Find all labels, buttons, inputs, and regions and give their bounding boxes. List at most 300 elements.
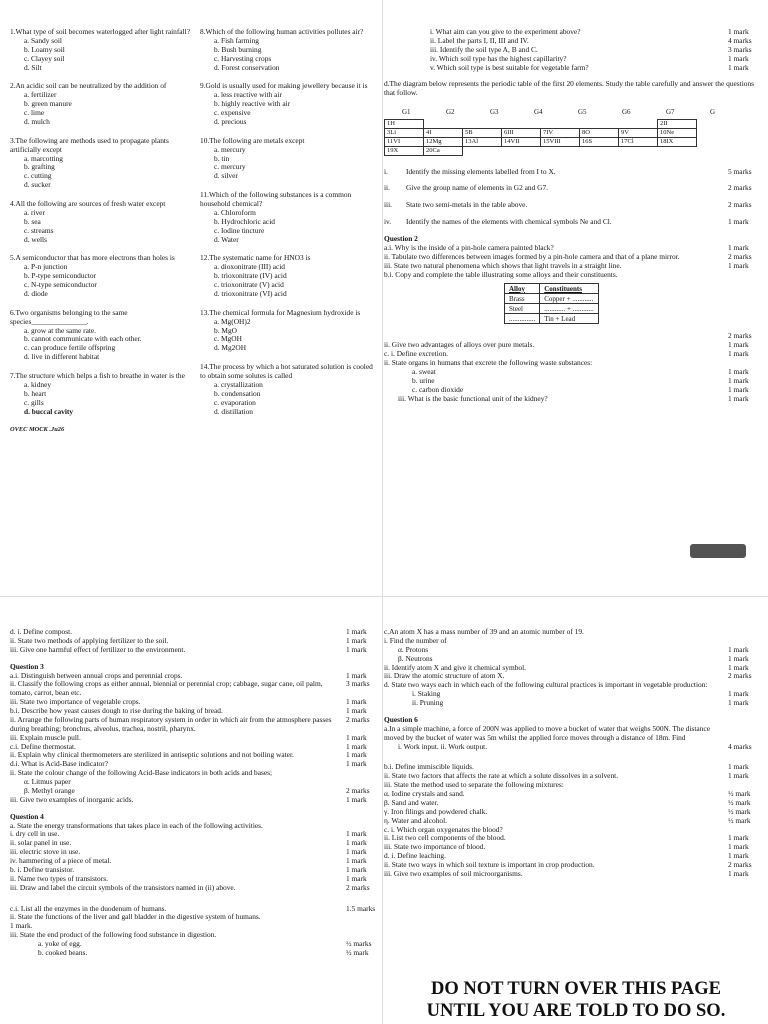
question-text: a. sweat (412, 366, 436, 376)
mark-allocation: 1 mark (346, 644, 367, 654)
answer-option: c. MgOH (214, 334, 242, 344)
question-stem: 14.The process by which a hot saturated solution is cooled to obtain some solutes is called (200, 362, 373, 380)
group-label: G6 (622, 108, 631, 117)
periodic-table-intro: d.The diagram below represents the periodic table of the first 20 elements. Study the table carefully and answer the questions that follow. (384, 79, 755, 98)
element-cell (619, 146, 658, 155)
answer-options (10, 381, 190, 417)
question-item (200, 309, 380, 353)
question-stem: 7.The structure which helps a fish to breathe in water is the (10, 371, 185, 380)
question-text: v. Which soil type is best suitable for vegetable farm? (430, 62, 589, 72)
question-stem: 1.What type of soil becomes waterlogged after light rainfall? (10, 28, 190, 36)
question-text: iii. Give one harmful effect of fertilizer to the environment. (10, 644, 186, 654)
question-line (10, 796, 380, 805)
mark-allocation: 1 mark (346, 838, 367, 848)
theory-panel-bottom-right (384, 628, 762, 1024)
question-item (200, 254, 380, 298)
question-text: iii. Draw and label the circuit symbols of the transistors named in (ii) above. (10, 882, 236, 892)
periodic-row (385, 137, 697, 146)
question-text: i. Work input. ii. Work output. (398, 741, 488, 751)
element-cell: 5B (463, 128, 502, 137)
question-heading: Question 6 (384, 714, 418, 724)
element-cell (541, 146, 580, 155)
mark-allocation: 2 marks (728, 860, 752, 869)
element-cell (502, 146, 541, 155)
question-text: β. Neutrons (398, 653, 433, 663)
answer-option: b. condensation (214, 388, 261, 398)
question-line (384, 395, 762, 404)
question-text: ii. Tabulate two differences between images formed by a pin-hole camera and that of a plane mirror. (384, 251, 680, 261)
question-text: iii. State the end product of the following food substance in digestion. (10, 930, 217, 940)
answer-option: c. gills (24, 397, 44, 407)
question-text: c. i. Which organ oxygenates the blood? (384, 824, 503, 834)
element-cell: 10Ne (658, 128, 697, 137)
question-text: ii. Pruning (412, 698, 444, 707)
answer-option: c. can produce fertile offspring (24, 343, 116, 353)
mark-allocation: 1 mark (728, 762, 749, 772)
element-cell: 12Mg (424, 137, 463, 146)
question-text: b. urine (412, 375, 435, 385)
question-item (200, 363, 380, 416)
question-text: γ. Iron filings and powdered chalk. (384, 806, 488, 816)
element-cell: 1H (385, 119, 424, 128)
group-label: G3 (490, 108, 499, 117)
answer-option: a. fertilizer (24, 90, 57, 100)
mark-allocation: 1 mark (728, 851, 749, 861)
element-cell (502, 119, 541, 128)
alloy-mark: 2 marks (728, 331, 752, 341)
question-text: State two semi-metals in the table above. (406, 200, 528, 210)
question-line (384, 743, 762, 752)
theory-panel-bottom-left (10, 628, 380, 1024)
alloy-name-cell: ............... (505, 314, 540, 324)
element-cell: 20Ca (424, 146, 463, 155)
mark-allocation: 1 mark (728, 771, 749, 781)
question-text: ii. Give two advantages of alloys over pure metals. (384, 340, 535, 350)
theory-panel-top-right (384, 28, 762, 568)
question-line (10, 913, 380, 922)
question-text: a. yoke of egg. (38, 939, 82, 948)
notice-line-1: DO NOT TURN OVER THIS PAGE (430, 979, 722, 999)
alloy-name-cell: Brass (505, 294, 540, 304)
answer-option: b. Bush burning (214, 44, 262, 54)
mark-allocation: 1 mark (728, 53, 749, 63)
question-text: ii. State organs in humans that excrete the following waste substances: (384, 358, 593, 368)
question-text: ii. State the colour change of the following Acid-Base indicators in both acids and bases; (10, 768, 273, 778)
answer-option: c. cutting (24, 171, 52, 181)
question-stem: 10.The following are metals except (200, 135, 305, 145)
mark-allocation: 1 mark (728, 384, 749, 394)
periodic-questions (384, 168, 762, 228)
question-text: Identify the names of the elements with chemical symbols Ne and Cl. (406, 217, 612, 227)
alloy-header: Alloy (505, 284, 540, 294)
question-text: b.i. Define immiscible liquids. (384, 762, 474, 772)
answer-option: b. sea (24, 216, 41, 226)
answer-option: b. heart (24, 388, 47, 398)
question-text: ii. State the functions of the liver and gall bladder in the digestive system of humans. (10, 912, 261, 922)
question-text: b. i. Define transistor. (10, 864, 75, 874)
periodic-question (384, 201, 762, 210)
element-cell (541, 119, 580, 128)
mark-allocation: 1 mark (728, 393, 749, 403)
mark-allocation: 1 mark (728, 62, 749, 72)
answer-options (10, 263, 190, 299)
answer-option: d. silver (214, 171, 238, 181)
question-item (200, 82, 380, 126)
mark-allocation: 1 mark (728, 349, 749, 359)
question-text: iii. State two importance of vegetable crops. (10, 697, 141, 707)
question-text: ii. Identify atom X and give it chemical symbol. (384, 662, 527, 672)
element-cell: 6III (502, 128, 541, 137)
answer-option: d. Silt (24, 62, 42, 72)
mark-allocation: 2 marks (346, 882, 370, 892)
question-text: i. dry cell in use. (10, 829, 60, 839)
question-text: ii. List two cell components of the blood. (384, 833, 506, 843)
element-cell: 11VI (385, 137, 424, 146)
scan-smudge (690, 544, 746, 558)
question-stem: 5.A semiconductor that has more electrons than holes is (10, 253, 175, 263)
question-text: b.i. Describe how yeast causes dough to rise during the baking of bread. (10, 706, 223, 715)
question-2-items (384, 244, 762, 271)
answer-option: a. marcotting (24, 153, 63, 163)
question-item (10, 82, 190, 126)
answer-options (200, 209, 380, 245)
alloy-table (504, 283, 599, 324)
mark-allocation: 1 mark (728, 653, 749, 663)
element-cell: 14VII (502, 137, 541, 146)
question-stem: 2.An acidic soil can be neutralized by the addition of (10, 81, 167, 91)
answer-options (10, 209, 190, 245)
answer-options (10, 327, 190, 363)
question-line (384, 725, 762, 743)
mark-allocation: 1 mark (346, 829, 367, 839)
question-text: α. Protons (398, 644, 429, 654)
question-stem: 12.The systematic name for HNO3 is (200, 253, 311, 263)
question-number: i. (384, 166, 388, 176)
question-item (10, 254, 190, 298)
answer-option: d. wells (24, 234, 47, 244)
periodic-table (384, 108, 762, 155)
group-label: G4 (534, 108, 543, 117)
question-line (10, 716, 380, 734)
answer-options (10, 37, 190, 73)
answer-options (10, 155, 190, 191)
excretion-questions (384, 341, 762, 403)
question-line (384, 637, 762, 646)
answer-option: a. grow at the same rate. (24, 325, 97, 335)
do-not-turn-over-notice (390, 978, 762, 1022)
question-text: a.i. Distinguish between annual crops and perennial crops. (10, 670, 183, 680)
question-text: i. What aim can you give to the experiment above? (430, 28, 581, 36)
alloy-row (505, 304, 599, 314)
question-text: ii. State two methods of applying fertilizer to the soil. (10, 635, 169, 645)
mark-allocation: 1 mark (346, 847, 367, 857)
question-heading: Question 4 (10, 811, 44, 821)
answer-option: d. sucker (24, 180, 51, 190)
element-cell: 17Cl (619, 137, 658, 146)
exam-code: OVEC MOCK .Ju26 (10, 426, 65, 434)
answer-option: d. distillation (214, 406, 254, 416)
question-item (10, 372, 190, 416)
answer-option: d. Water (214, 234, 239, 244)
question-line (384, 790, 762, 799)
periodic-question-body (384, 201, 728, 210)
mark-allocation: 2 marks (728, 183, 752, 193)
element-cell: 15VIII (541, 137, 580, 146)
alloy-row (505, 314, 599, 324)
question-item (10, 309, 190, 362)
mark-allocation: ½ mark (728, 797, 751, 807)
question-text: ii. Arrange the following parts of human respiratory system in order in which air from the atmosphere passes during breathing; bronchus, alveolus, trachea, nostril, pharynx. (10, 714, 332, 733)
question-text: c.An atom X has a mass number of 39 and an atomic number of 19. (384, 628, 584, 636)
answer-option: c. lime (24, 108, 45, 117)
question-text: ii. Label the parts I, II, III and IV. (430, 35, 529, 45)
mark-allocation: 1 mark (728, 340, 749, 350)
constituents-cell: Tin + Lead (540, 314, 598, 324)
alloy-table-intro: b.i. Copy and complete the table illustrating some alloys and their constituents. (384, 269, 618, 279)
experiment-questions (384, 28, 762, 72)
question-text: ii. Classify the following crops as either annual, biennial or perennial crop; cabbage, sugar cane, oil palm, tomato, carrot, bean etc. (10, 679, 323, 698)
mark-allocation: 1 mark (728, 644, 749, 654)
element-cell (463, 146, 502, 155)
mark-allocation: 1 mark (346, 706, 367, 715)
mark-allocation: 1 mark (728, 868, 749, 878)
mark-allocation: 1 mark (728, 260, 749, 270)
question-item (10, 137, 190, 190)
mark-allocation: 1 mark (728, 689, 749, 699)
periodic-question (384, 184, 762, 193)
question-item (10, 28, 190, 72)
answer-option: d. diode (24, 288, 48, 298)
group-label: G (710, 108, 716, 117)
mark-allocation: 4 marks (728, 35, 752, 45)
question-item (200, 28, 380, 72)
answer-option: a. less reactive with air (214, 90, 282, 100)
answer-option: b. P-type semiconductor (24, 271, 97, 281)
mark-allocation: 1 mark (346, 794, 367, 804)
question-number: iii. (384, 200, 393, 210)
answer-options (200, 381, 380, 417)
answer-option: b. tin (214, 153, 230, 163)
question-text: c. i. Define excretion. (384, 349, 449, 359)
mark-allocation: 1 mark (346, 873, 367, 883)
question-text: 1 mark. (10, 921, 33, 931)
answer-option: a. dioxonitrate (III) acid (214, 262, 285, 272)
question-text: iii. State two natural phenomena which shows that light travels in a straight line. (384, 260, 622, 270)
question-line (430, 64, 762, 73)
element-cell (463, 119, 502, 128)
answer-option: d. buccal cavity (24, 406, 74, 416)
question-line (384, 681, 762, 690)
question-stem: 8.Which of the following human activities pollutes air? (200, 28, 364, 36)
objective-column-1 (10, 28, 190, 434)
periodic-row (385, 128, 697, 137)
mark-allocation: 1 mark (728, 842, 749, 852)
element-cell: 7IV (541, 128, 580, 137)
periodic-question-body (384, 184, 728, 193)
mark-allocation: 1 mark (728, 242, 749, 252)
element-cell: 2II (658, 119, 697, 128)
answer-option: a. river (24, 207, 45, 217)
question-text: ii. Explain why clinical thermometers are sterilized in antiseptic solutions and not boiling water. (10, 750, 294, 760)
periodic-row (385, 119, 697, 128)
question-text: iv. hammering of a piece of metal. (10, 856, 112, 865)
element-cell (658, 146, 697, 155)
answer-option: c. mercury (214, 162, 246, 172)
mark-allocation: 1 mark (346, 732, 367, 742)
question-text: d. State two ways each in which each of the following cultural practices is important in vegetable production: (384, 680, 708, 690)
question-text: ii. solar panel in use. (10, 838, 72, 848)
answer-option: b. Loamy soil (24, 44, 65, 54)
mark-allocation: 1 mark (346, 750, 367, 760)
mark-allocation: ½ mark (346, 947, 369, 957)
question-text: iii. What is the basic functional unit of the kidney? (398, 393, 548, 403)
element-cell: 9V (619, 128, 658, 137)
periodic-question-body (384, 168, 728, 177)
question-item (10, 200, 190, 244)
question-text: iii. Identify the soil type A, B and C. (430, 44, 538, 54)
answer-option: d. mulch (24, 116, 50, 126)
group-label: G1 (402, 108, 411, 117)
question-item (200, 137, 380, 181)
question-text: iii. Give two examples of inorganic acids. (10, 794, 134, 804)
mark-allocation: 3 marks (346, 679, 370, 689)
answer-option: c. N-type semiconductor (24, 280, 97, 289)
question-line (384, 359, 762, 368)
mark-allocation: 2 marks (346, 714, 370, 724)
notice-line-2: UNTIL YOU ARE TOLD TO DO SO. (426, 1001, 726, 1022)
answer-option: b. Hydrochloric acid (214, 216, 275, 226)
question-stem: 6.Two organisms belonging to the same species_______________. (10, 307, 128, 326)
question-text: a.In a simple machine, a force of 200N was applied to move a bucket of water that weighs 500N. The distance moved by the bucket of water was 5m whilst the applied force moves through a distance of 18m. Find (384, 723, 710, 742)
question-stem: 13.The chemical formula for Magnesium hydroxide is (200, 307, 361, 317)
mark-allocation: 1 mark (346, 741, 367, 751)
answer-option: a. Chloroform (214, 207, 256, 217)
mark-allocation: 5 marks (728, 166, 752, 176)
answer-options (200, 146, 380, 182)
group-label: G7 (666, 108, 675, 117)
answer-option: a. Fish farming (214, 35, 259, 45)
answer-options (200, 263, 380, 299)
question-line (10, 822, 380, 831)
answer-option: a. Mg(OH)2 (214, 316, 251, 326)
element-cell (580, 119, 619, 128)
objective-questions-panel (10, 28, 380, 548)
element-cell: 16S (580, 137, 619, 146)
answer-option: a. Sandy soil (24, 35, 62, 45)
mark-allocation: 1 mark (728, 375, 749, 385)
answer-options (10, 91, 190, 127)
answer-option: d. precious (214, 116, 247, 126)
periodic-row (385, 146, 697, 155)
element-cell: 18IX (658, 137, 697, 146)
answer-option: a. crystallization (214, 379, 263, 389)
objective-column-2 (200, 28, 380, 434)
question-text: i. Find the number of (384, 635, 447, 645)
question-line (384, 699, 762, 708)
question-text: c.i. List all the enzymes in the duodenum of humans. (10, 903, 167, 913)
periodic-question (384, 168, 762, 177)
group-label: G5 (578, 108, 587, 117)
mark-allocation: 1 mark (346, 856, 367, 865)
answer-option: c. Harvesting crops (214, 53, 272, 63)
question-2-heading: Question 2 (384, 234, 418, 244)
mark-allocation: 1 mark (346, 628, 367, 636)
answer-option: d. trioxonitrate (VI) acid (214, 288, 287, 298)
question-text: iii. Give two examples of soil microorganisms. (384, 868, 523, 878)
alloy-name-cell: Steel (505, 304, 540, 314)
mark-allocation: 4 marks (728, 741, 752, 751)
answer-option: b. cannot communicate with each other. (24, 334, 142, 344)
question-text: iii. State two importance of blood. (384, 842, 486, 852)
mark-allocation: 1.5 marks (346, 903, 376, 913)
question-text: iii. State the method used to separate the following mixtures: (384, 780, 564, 790)
question-text: c.i. Define thermostat. (10, 741, 76, 751)
question-text: β. Sand and water. (384, 797, 439, 807)
answer-option: c. trioxonitrate (V) acid (214, 280, 284, 289)
element-cell (424, 119, 463, 128)
mark-allocation: 1 mark (728, 833, 749, 843)
answer-option: b. highly reactive with air (214, 99, 291, 109)
element-cell (580, 146, 619, 155)
question-line (10, 949, 380, 958)
answer-option: b. MgO (214, 325, 237, 335)
answer-option: a. mercury (214, 144, 246, 154)
question-text: ii. State two factors that affects the rate at which a solute dissolves in a solvent. (384, 771, 619, 781)
question-number: iv. (384, 217, 392, 227)
constituents-header: Constituents (540, 284, 598, 294)
element-cell: 19X (385, 146, 424, 155)
question-text: iv. Which soil type has the highest capillarity? (430, 53, 567, 63)
question-text: iii. Draw the atomic structure of atom X. (384, 671, 505, 681)
answer-option: d. Forest conservation (214, 62, 280, 72)
mark-allocation: 1 mark (346, 759, 367, 769)
mark-allocation: 1 mark (728, 217, 749, 227)
answer-option: c. evaporation (214, 397, 256, 407)
mark-allocation: 1 mark (728, 28, 749, 36)
alloy-row (505, 294, 599, 304)
question-text: ii. Name two types of transistors. (10, 873, 108, 883)
answer-option: d. Mg2OH (214, 343, 247, 353)
element-cell: 13Al (463, 137, 502, 146)
mark-allocation: ½ mark (728, 789, 751, 798)
question-text: d. i. Define leaching. (384, 851, 446, 861)
answer-option: c. expensive (214, 108, 251, 117)
answer-option: d. live in different habitat (24, 352, 100, 362)
answer-option: c. Iodine tincture (214, 225, 265, 235)
question-line (10, 884, 380, 893)
periodic-question-body (384, 218, 728, 227)
question-text: iii. Explain muscle pull. (10, 732, 81, 742)
question-text: Identify the missing elements labelled from I to X. (406, 166, 556, 176)
periodic-question (384, 218, 762, 227)
question-stem: 3.The following are methods used to propagate plants artificially except (10, 135, 169, 154)
constituents-cell: Copper + ............ (540, 294, 598, 304)
mark-allocation: 1 mark (346, 670, 367, 680)
mark-allocation: 2 marks (728, 671, 752, 681)
mark-allocation: ½ mark (728, 806, 751, 816)
constituents-cell: ............ + ............ (540, 304, 598, 314)
question-text: β. Methyl orange (24, 785, 75, 795)
question-line (10, 646, 380, 655)
answer-option: b. green manure (24, 99, 72, 109)
element-cell: 3Li (385, 128, 424, 137)
question-text: d.i. What is Acid-Base indicator? (10, 759, 108, 769)
question-line (384, 368, 762, 377)
mark-allocation: 1 mark (346, 864, 367, 874)
mark-allocation: 2 marks (728, 251, 752, 261)
mark-allocation: ½ marks (346, 939, 372, 948)
mark-allocation: 3 marks (728, 44, 752, 54)
